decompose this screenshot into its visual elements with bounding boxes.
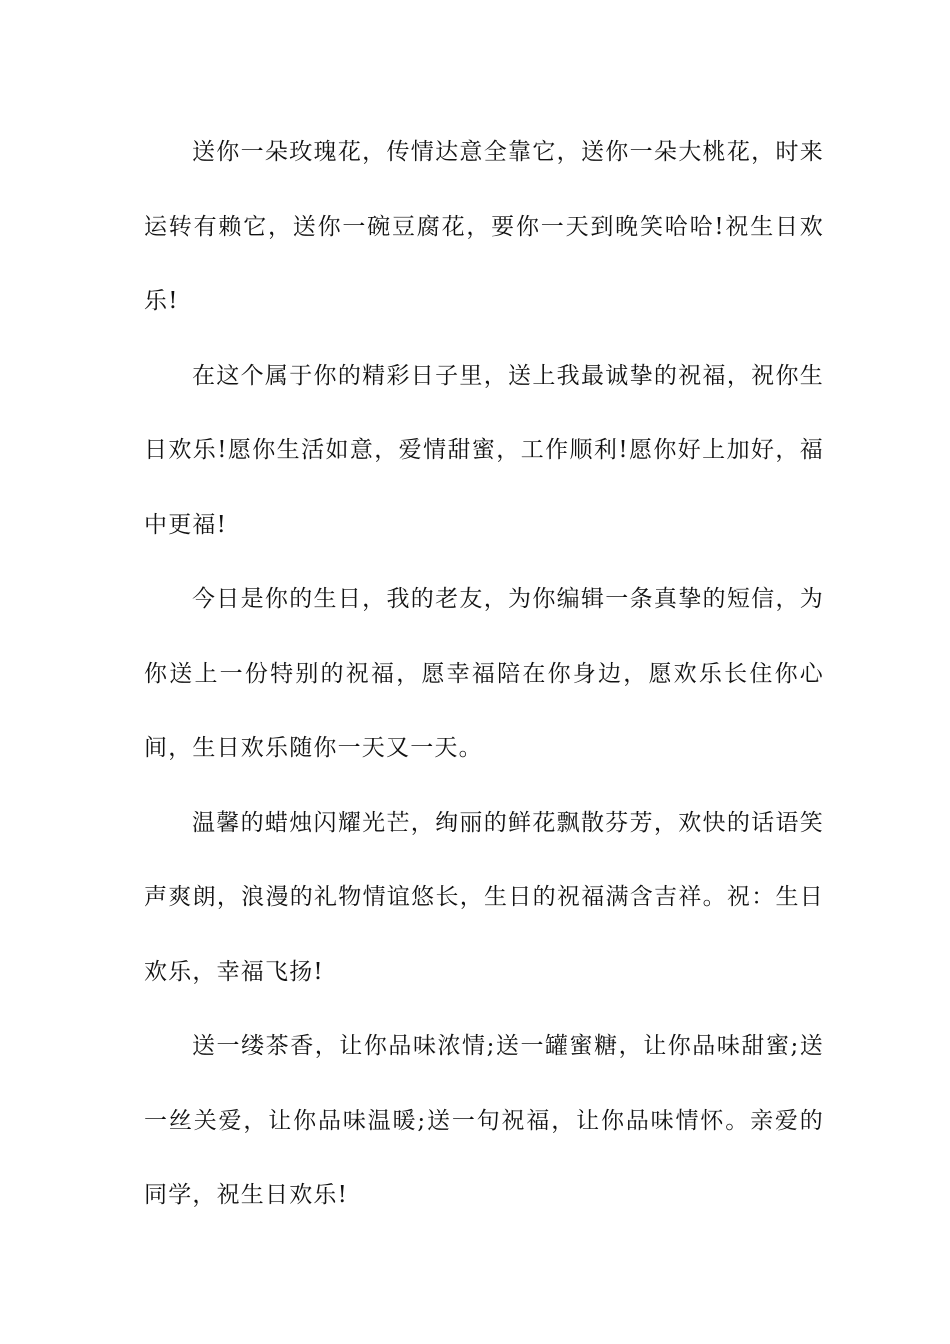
paragraph-2: 在这个属于你的精彩日子里，送上我最诚挚的祝福，祝你生日欢乐!愿你生活如意，爱情甜蜜，工作顺利!愿你好上加好，福中更福! [144,362,824,538]
document-body [144,115,824,1233]
paragraph-4: 温馨的蜡烛闪耀光芒，绚丽的鲜花飘散芬芳，欢快的话语笑声爽朗，浪漫的礼物情谊悠长，生日的祝福满含吉祥。祝：生日欢乐，幸福飞扬! [144,809,824,985]
paragraph-1: 送你一朵玫瑰花，传情达意全靠它，送你一朵大桃花，时来运转有赖它，送你一碗豆腐花，要你一天到晚笑哈哈!祝生日欢乐! [144,139,824,314]
paragraph-3: 今日是你的生日，我的老友，为你编辑一条真挚的短信，为你送上一份特别的祝福，愿幸福陪在你身边，愿欢乐长住你心间，生日欢乐随你一天又一天。 [144,586,824,761]
paragraph-5: 送一缕茶香，让你品味浓情;送一罐蜜糖，让你品味甜蜜;送一丝关爱，让你品味温暖;送一句祝福，让你品味情怀。亲爱的同学，祝生日欢乐! [144,1033,824,1208]
